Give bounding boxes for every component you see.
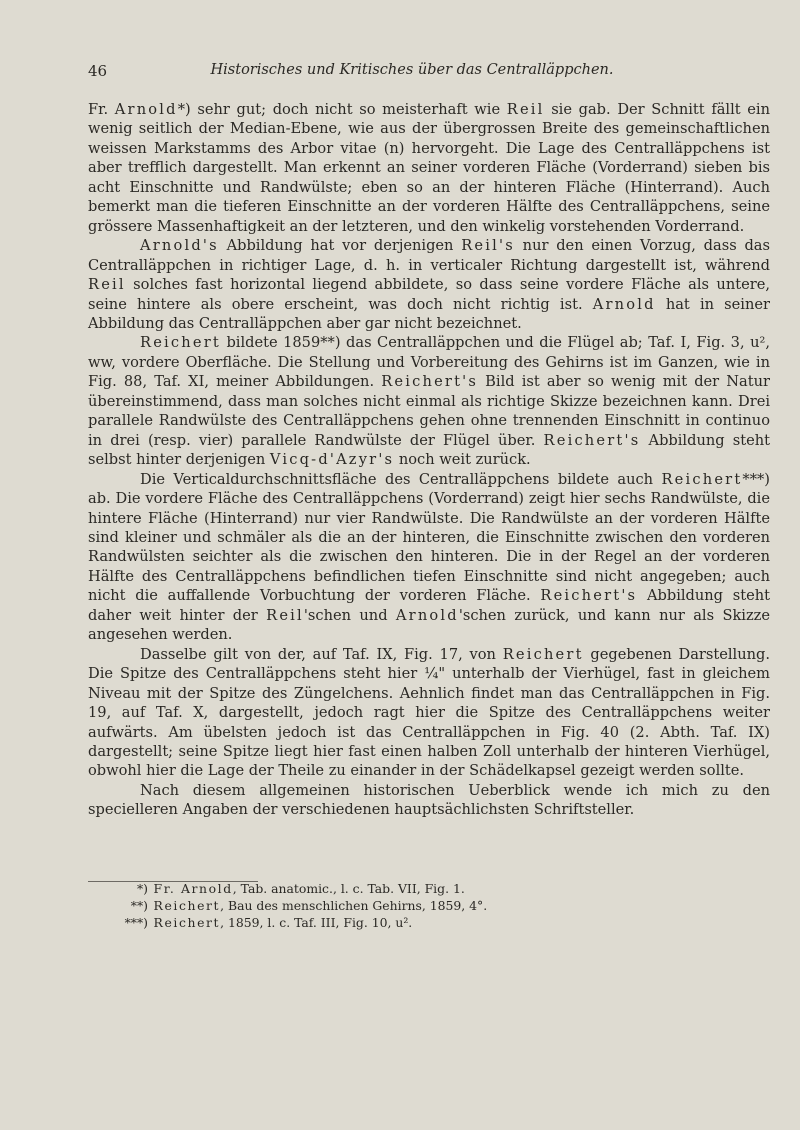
footnote-marker: ***)	[124, 915, 148, 930]
text-run: solches fast horizontal liegend abbildete, so dass seine vordere Fläche als untere, seine hintere als obere erscheint, was doch nicht richtig ist.	[88, 276, 770, 313]
text-run: *) sehr gut; doch nicht so meisterhaft wie	[177, 101, 507, 118]
text-run: hat in seiner Abbildung das Centralläppchen aber gar nicht bezeichnet.	[88, 295, 770, 332]
text-run: Abbildung hat vor derjenigen	[218, 237, 462, 255]
body-paragraph	[88, 781, 770, 820]
footnote-marker: **)	[130, 898, 148, 913]
body-paragraph	[88, 333, 770, 469]
text-run: Die Verticaldurchschnittsfläche des Centralläppchens bildete auch	[140, 470, 662, 488]
page-number: 46	[88, 62, 108, 80]
text-run: Nach diesem allgemeinen historischen Ueberblick wende ich mich zu den specielleren Angaben der verschiedenen hauptsächlichsten Schriftsteller.	[88, 781, 770, 819]
footnote	[110, 914, 740, 931]
body-paragraph	[88, 470, 770, 645]
author-name: Vicq-d'Azyr's	[269, 451, 395, 469]
footnote-text: , 1859, l. c. Taf. III, Fig. 10, u².	[220, 915, 413, 930]
author-name: Reichert	[502, 645, 584, 663]
text-run: Dasselbe gilt von der, auf Taf. IX, Fig. 17, von	[140, 645, 503, 663]
text-run: Abbildung steht daher weit hinter der	[88, 587, 770, 624]
text-run: gegebenen Darstellung. Die Spitze des Centralläppchens steht hier ¼" unterhalb der Vierhügel, fast in gleichem Niveau mit der Spitze des Züngelchens. Aehnlich findet man das Centralläppchen in Fig. 19, auf Taf. X, dargestellt, jedoch ragt hier die Spitze des Centralläppchens weiter aufwärts. Am übelsten jedoch ist das Centralläppchen in Fig. 40 (2. Abth. Taf. IX) dargestellt; seine Spitze liegt hier fast einen halben Zoll unterhalb der hinteren Vierhügel, obwohl hier die Lage der Theile zu einander in der Schädelkapsel gezeigt werden sollte.	[88, 645, 770, 780]
text-run: nur den einen Vorzug, dass das Centralläppchen in richtiger Lage, d. h. in verticaler Richtung dargestellt ist, während	[88, 237, 770, 274]
footnote-author: Reichert	[148, 898, 221, 913]
author-name: Arnold	[395, 606, 459, 624]
author-name: Reil	[266, 606, 304, 624]
footnote-author: Reichert	[148, 915, 221, 930]
author-name: Reil's	[461, 237, 515, 255]
footnotes	[110, 880, 740, 931]
body-text	[88, 100, 770, 820]
footnote-marker: *)	[136, 881, 148, 896]
text-run: bildete 1859**) das Centralläppchen und die Flügel ab; Taf. I, Fig. 3, u², ww, vordere Oberfläche. Die Stellung und Vorbereitung des Gehirns ist im Ganzen, wie in Fig. 88, Taf. XI, meiner Abbildungen.	[88, 334, 770, 391]
text-run: Fr.	[88, 101, 115, 118]
footnote	[110, 880, 740, 897]
author-name: Reichert's	[381, 373, 479, 391]
body-paragraph	[88, 645, 770, 781]
author-name: Reil	[88, 276, 126, 294]
running-title: Historisches und Kritisches über das Centralläppchen.	[210, 62, 614, 78]
text-run: noch weit zurück.	[394, 451, 531, 469]
text-run: 'schen und	[303, 606, 396, 624]
author-name: Reichert	[140, 334, 221, 352]
author-name: Reichert	[661, 470, 743, 488]
author-name: Reichert's	[543, 431, 641, 449]
footnote	[110, 897, 740, 914]
text-run: Abbildung steht selbst hinter derjenigen	[88, 431, 770, 469]
text-run: Bild ist aber so wenig mit der Natur übereinstimmend, dass man solches nicht einmal als richtige Skizze bezeichnen kann. Drei parallele Randwülste des Centralläppchens gehen ohne trennenden Einschnitt in continuo in drei (resp. vier) parallele Randwülste der Flügel über.	[88, 373, 770, 449]
body-paragraph	[88, 100, 770, 236]
author-name: Arnold's	[140, 237, 219, 255]
footnote-author: Fr. Arnold	[148, 881, 233, 896]
author-name: Reil	[506, 101, 545, 118]
author-name: Arnold	[114, 101, 178, 118]
text-run: ***) ab. Die vordere Fläche des Centralläppchens (Vorderrand) zeigt hier sechs Randwülste, die hintere Fläche (Hinterrand) nur vier Randwülste. Die Randwülste an der vorderen Hälfte sind kleiner und schmäler als die an der hinteren, die Einschnitte zwischen den vorderen Randwülsten seichter als die zwischen den hinteren. Die in der Regel an der vorderen Hälfte des Centralläppchens befindlichen tiefen Einschnitte sind nicht angegeben; auch nicht die auffallende Vorbuchtung der vorderen Fläche.	[88, 470, 770, 605]
footnote-text: , Bau des menschlichen Gehirns, 1859, 4°.	[220, 898, 488, 913]
text-run: 'schen zurück, und kann nur als Skizze angesehen werden.	[88, 606, 770, 644]
page-header	[88, 62, 736, 86]
footnote-text: , Tab. anatomic., l. c. Tab. VII, Fig. 1.	[232, 881, 465, 896]
body-paragraph	[88, 236, 770, 333]
author-name: Reichert's	[540, 587, 638, 605]
author-name: Arnold	[592, 295, 656, 313]
text-run: sie gab. Der Schnitt fällt ein wenig seitlich der Median-Ebene, wie aus der übergrossen Breite des gemeinschaftlichen weissen Markstamms des Arbor vitae (n) hervorgeht. Die Lage des Centralläppchens ist aber trefflich dargestellt. Man erkennt an seiner vorderen Fläche (Vorderrand) sieben bis acht Einschnitte und Randwülste; eben so an der hinteren Fläche (Hinterrand). Auch bemerkt man die tieferen Einschnitte an der vorderen Hälfte des Centralläppchens, seine grössere Massenhaftigkeit an der letzteren, und den winkelig vorstehenden Vorderrand.	[88, 101, 770, 235]
